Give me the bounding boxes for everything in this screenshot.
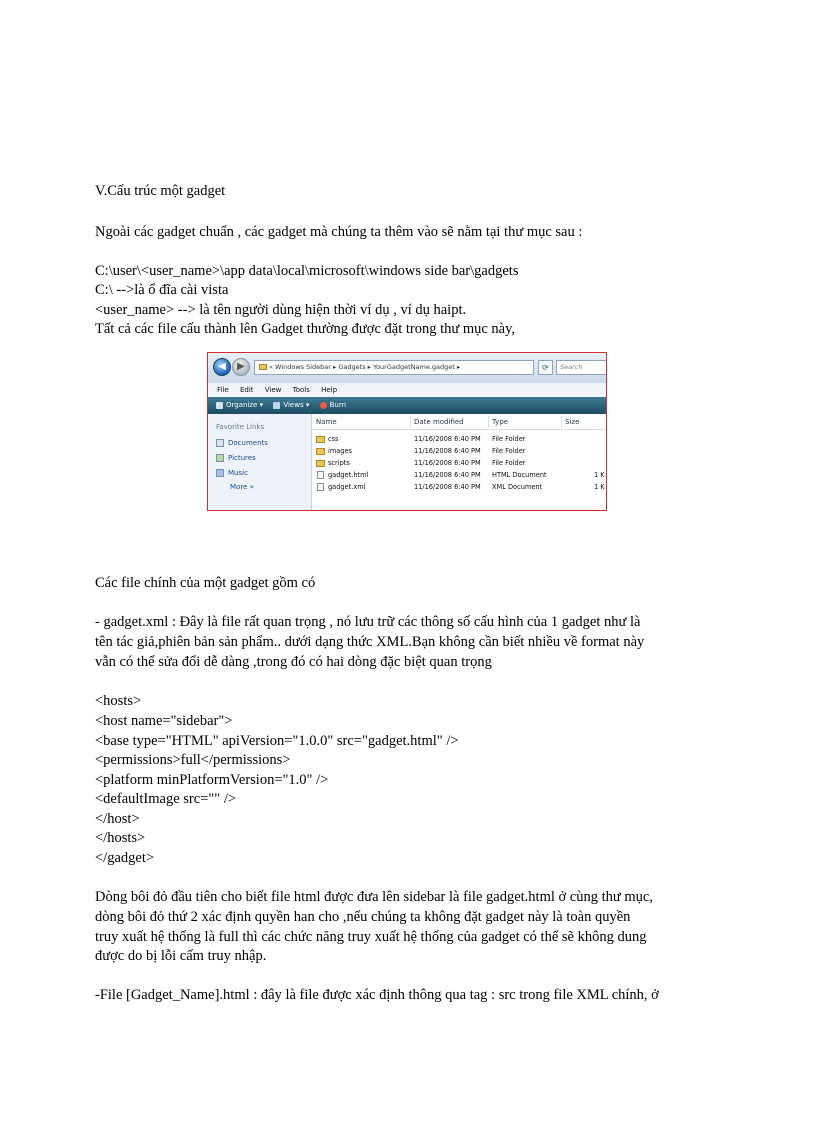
column-divider — [410, 416, 411, 428]
explain-line-1: Dòng bôi đỏ đầu tiên cho biết file html được đưa lên sidebar là file gadget.html ở cùng thư mục, — [95, 889, 653, 905]
burn-icon — [320, 402, 327, 409]
menu-help[interactable]: Help — [321, 386, 338, 394]
intro-paragraph: Ngoài các gadget chuẩn , các gadget mà chúng ta thêm vào sẽ nằm tại thư mục sau : — [95, 224, 583, 240]
code-line: </gadget> — [95, 850, 155, 866]
favorite-documents[interactable]: Documents — [216, 439, 268, 447]
column-divider — [488, 416, 489, 428]
burn-button[interactable]: Burn — [320, 401, 346, 409]
navigation-pane — [208, 414, 312, 511]
section-heading: V.Cấu trúc một gadget — [95, 183, 226, 199]
code-line: <permissions>full</permissions> — [95, 752, 291, 768]
column-divider — [561, 416, 562, 428]
code-line: </host> — [95, 811, 140, 827]
column-type[interactable]: Type — [492, 418, 509, 426]
xml-desc-line-2: tên tác giả,phiên bản sản phẩm.. dưới dạng thức XML.Bạn không cần biết nhiều về format này — [95, 634, 645, 650]
menu-edit[interactable]: Edit — [239, 386, 254, 394]
refresh-icon[interactable]: ⟳ — [538, 360, 553, 375]
address-bar-area — [208, 353, 606, 383]
favorite-more[interactable]: More » — [230, 483, 254, 491]
html-file-icon — [317, 471, 324, 479]
views-button[interactable]: Views ▾ — [273, 401, 309, 409]
file-list — [312, 414, 607, 511]
code-line: <hosts> — [95, 693, 142, 709]
organize-icon — [216, 402, 223, 409]
column-size[interactable]: Size — [565, 418, 580, 426]
username-note: <user_name> --> là tên người dùng hiện thời ví dụ , ví dụ haipt. — [95, 302, 467, 318]
folder-icon — [316, 448, 325, 455]
documents-icon — [216, 439, 224, 447]
xml-desc-line-1: - gadget.xml : Đây là file rất quan trọng , nó lưu trữ các thông số cấu hình của 1 gadget như là — [95, 614, 641, 630]
menu-bar — [208, 383, 606, 397]
favorite-music[interactable]: Music — [216, 469, 248, 477]
command-toolbar — [208, 397, 606, 414]
explain-line-4: được do bị lỗi cấm truy nhập. — [95, 948, 267, 964]
favorite-links-title: Favorite Links — [216, 423, 265, 431]
favorite-pictures[interactable]: Pictures — [216, 454, 256, 462]
menu-view[interactable]: View — [264, 386, 282, 394]
table-row[interactable]: gadget.html 11/16/2008 6:40 PM HTML Document 1 K — [312, 469, 607, 481]
back-arrow-icon[interactable]: ◀ — [213, 358, 231, 376]
folder-icon — [316, 436, 325, 443]
files-note: Tất cả các file cấu thành lên Gadget thường được đặt trong thư mục này, — [95, 321, 516, 337]
music-icon — [216, 469, 224, 477]
xml-file-icon — [317, 483, 324, 491]
gadget-path: C:\user\<user_name>\app data\local\microsoft\windows side bar\gadgets — [95, 263, 519, 279]
code-line: <defaultImage src="" /> — [95, 791, 237, 807]
code-line: <host name="sidebar"> — [95, 713, 233, 729]
code-line: <base type="HTML" apiVersion="1.0.0" src="gadget.html" /> — [95, 733, 459, 749]
html-file-desc: -File [Gadget_Name].html : đây là file được xác định thông qua tag : src trong file XML chính, ở — [95, 987, 659, 1003]
column-date[interactable]: Date modified — [414, 418, 464, 426]
folder-icon — [259, 364, 267, 370]
explorer-screenshot — [207, 352, 607, 511]
search-input[interactable]: Search — [556, 360, 607, 375]
menu-file[interactable]: File — [217, 386, 229, 394]
organize-button[interactable]: Organize ▾ — [216, 401, 263, 409]
header-divider — [312, 429, 607, 430]
main-files-heading: Các file chính của một gadget gồm có — [95, 575, 316, 591]
column-name[interactable]: Name — [316, 418, 337, 426]
table-row[interactable]: gadget.xml 11/16/2008 6:40 PM XML Document 1 K — [312, 481, 607, 493]
folder-icon — [316, 460, 325, 467]
views-icon — [273, 402, 280, 409]
code-line: <platform minPlatformVersion="1.0" /> — [95, 772, 329, 788]
table-row[interactable]: images 11/16/2008 6:40 PM File Folder — [312, 445, 607, 457]
code-line: </hosts> — [95, 830, 146, 846]
xml-desc-line-3: vẫn có thể sửa đổi dễ dàng ,trong đó có hai dòng đặc biệt quan trọng — [95, 654, 492, 670]
drive-note: C:\ -->là ổ đĩa cài vista — [95, 282, 229, 298]
explain-line-3: truy xuất hệ thống là full thì các chức năng truy xuất hệ thống của gadget có thể sẽ không dung — [95, 929, 647, 945]
explain-line-2: dòng bôi đỏ thứ 2 xác định quyền han cho ,nếu chúng ta không đặt gadget này là toàn quyền — [95, 909, 631, 925]
table-row[interactable]: css 11/16/2008 6:40 PM File Folder — [312, 433, 607, 445]
breadcrumb: « Windows Sidebar ▸ Gadgets ▸ YourGadgetName.gadget ▸ — [269, 363, 461, 371]
table-row[interactable]: scripts 11/16/2008 6:40 PM File Folder — [312, 457, 607, 469]
pictures-icon — [216, 454, 224, 462]
menu-tools[interactable]: Tools — [292, 386, 310, 394]
forward-arrow-icon[interactable]: ▶ — [232, 358, 250, 376]
address-field[interactable] — [254, 360, 534, 375]
